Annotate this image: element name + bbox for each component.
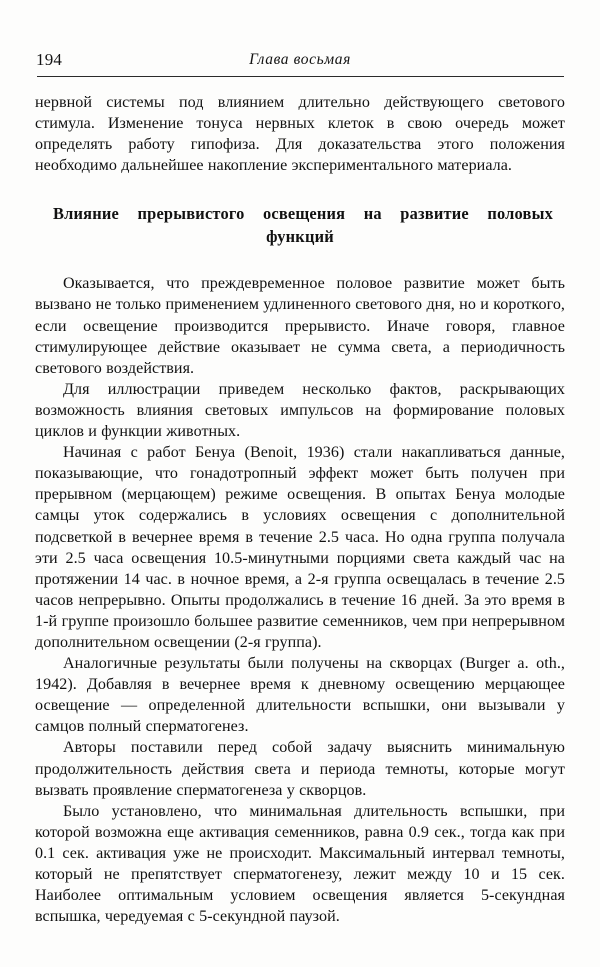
paragraph-5: Аналогичные результаты были получены на скворцах (Burger a. oth., 1942). Добавляя в вечернее время к дневному освещению мерцающее освещение — определенной длительности вспышки, они вызывали у самцов полный сперматогенез.	[35, 655, 565, 736]
page-number: 194	[36, 50, 63, 69]
body-text-block	[35, 92, 565, 927]
paragraph-6: Авторы поставили перед собой задачу выяснить минимальную продолжительность действия света и периода темноты, которые могут вызвать проявление сперматогенеза у скворцов.	[35, 739, 565, 799]
paragraph-7: Было установлено, что минимальная длительность вспышки, при которой возможна еще активация семенников, равна 0.9 сек., тогда как при 0.1 сек. активация уже не происходит. Максимальный интервал темноты, который не препятствует сперматогенезу, лежит между 10 и 15 сек. Наиболее оптимальным условием освещения является 5-секундная вспышка, чередуемая с 5-секундной паузой.	[35, 802, 565, 926]
chapter-title: Глава восьмая	[249, 51, 351, 68]
spacer-above-heading	[35, 176, 565, 202]
header-divider-rule	[37, 76, 564, 77]
paragraph-4: Начиная с работ Бенуа (Benoit, 1936) стали накапливаться данные, показывающие, что гонадотропный эффект может быть получен при прерывном (мерцающем) режиме освещения. В опытах Бенуа молодые самцы уток содержались в условиях освещения с дополнительной подсветкой в вечернее время в течение 2.5 часа. Но одна группа получала эти 2.5 часа освещения 10.5-минутными порциями света каждый час на протяжении 14 час. в ночное время, а 2-я группа освещалась в течение 2.5 часов непрерывно. Опыты продолжались в течение 16 дней. За это время в 1-й группе произошло большее развитие семенников, чем при непрерывном дополнительном освещении (2-я группа).	[35, 444, 565, 651]
paragraph-2: Оказывается, что преждевременное половое развитие может быть вызвано не только применением удлиненного светового дня, но и короткого, если освещение производится прерывисто. Иначе говоря, главное стимулирующее действие оказывает не сумма света, а периодичность светового воздействия.	[35, 275, 565, 377]
paragraph-3: Для иллюстрации приведем несколько фактов, раскрывающих возможность влияния световых импульсов на формирование половых циклов и функции животных.	[35, 380, 565, 441]
paragraph-continuation: нервной системы под влиянием длительно действующего светового стимула. Изменение тонуса нервных клеток в свою очередь может определять работу гипофиза. Для доказательства этого положения необходимо дальнейшее накопление экспериментального материала.	[35, 94, 565, 175]
section-heading-line-2: функций	[266, 227, 334, 247]
section-heading	[35, 202, 565, 248]
running-head	[36, 50, 564, 72]
section-heading-line-1: Влияние прерывистого освещения на развитие половых	[53, 204, 553, 224]
spacer-below-heading	[35, 248, 565, 273]
